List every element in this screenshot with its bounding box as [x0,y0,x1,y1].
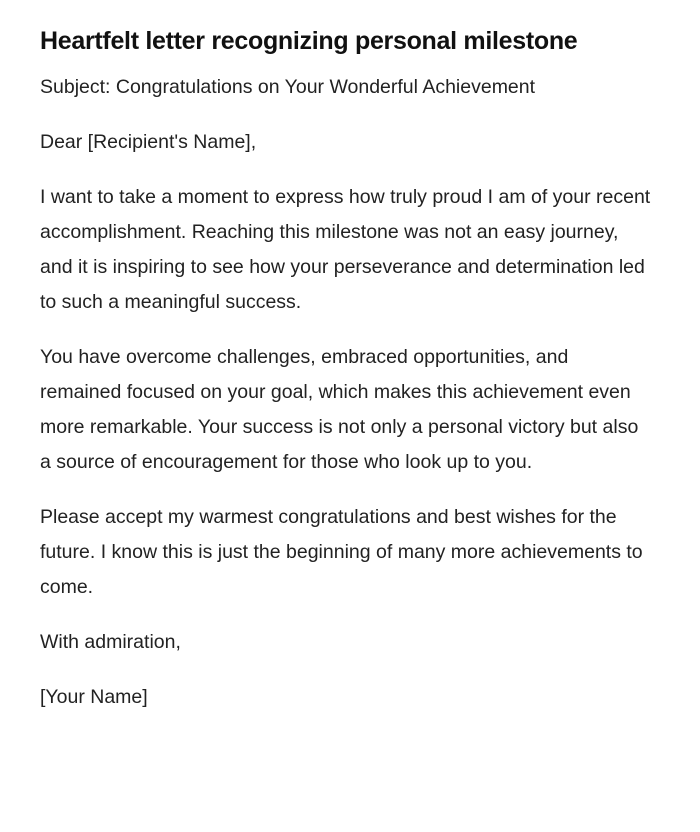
closing-line: With admiration, [40,631,181,653]
body-paragraph-3: Please accept my warmest congratulations and best wishes for the future. I know this is just the beginning of many more achievements to come. [40,506,643,598]
signature: [Your Name] [40,686,148,708]
page-title: Heartfelt letter recognizing personal milestone [40,27,578,55]
body-paragraph-2: You have overcome challenges, embraced opportunities, and remained focused on your goal, which makes this achievement even more remarkable. Your success is not only a personal victory but also a source of encouragement for those who look up to you. [40,346,639,473]
salutation: Dear [Recipient's Name], [40,131,257,153]
body-paragraph-1: I want to take a moment to express how truly proud I am of your recent accomplishment. Reaching this milestone was not an easy journey, and it is inspiring to see how your perseverance and determination led to such a meaningful success. [40,186,651,313]
subject-line: Subject: Congratulations on Your Wonderful Achievement [40,76,536,98]
